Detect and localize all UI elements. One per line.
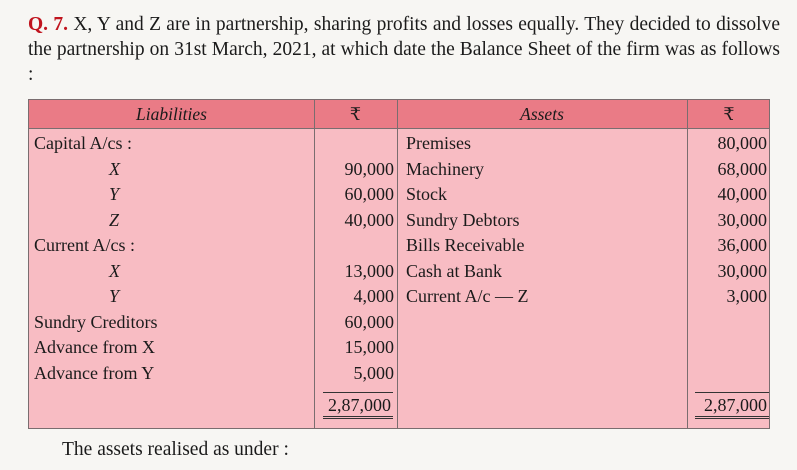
liability-label: Capital A/cs : (34, 133, 132, 153)
assets-total: 2,87,000 (695, 392, 769, 419)
liability-amount: 13,000 (344, 260, 394, 281)
question-body: X, Y and Z are in partnership, sharing profits and losses equally. They decided to dissolve the partnership on 31st March, 2021, at which date the Balance Sheet of the firm was as follows : (28, 14, 780, 85)
liability-amount: 40,000 (344, 209, 394, 230)
asset-label: Bills Receivable (406, 235, 525, 255)
asset-amount: 30,000 (717, 209, 767, 230)
question-text (28, 12, 780, 87)
liability-label: Advance from X (34, 337, 155, 357)
footer-text: The assets realised as under : (62, 439, 289, 460)
asset-amount: 68,000 (717, 158, 767, 179)
liability-label: Y (109, 184, 120, 204)
liability-amount: 5,000 (353, 362, 394, 383)
header-assets-rupee: ₹ (723, 104, 735, 124)
header-liabilities-rupee: ₹ (349, 104, 362, 124)
asset-label: Sundry Debtors (406, 209, 520, 230)
asset-amount: 80,000 (717, 133, 767, 153)
question-number: Q. 7. (28, 14, 68, 35)
liability-amount: 60,000 (344, 184, 394, 204)
balance-sheet-table (28, 99, 770, 429)
liability-label: X (109, 260, 120, 281)
liability-label: Z (109, 209, 120, 230)
liability-label: X (109, 158, 120, 179)
liability-amount: 60,000 (344, 311, 394, 332)
liability-amount: 15,000 (344, 337, 394, 357)
asset-amount: 3,000 (726, 286, 767, 306)
asset-label: Current A/c — Z (406, 286, 529, 306)
liability-label: Current A/cs : (34, 235, 135, 255)
liabilities-total: 2,87,000 (323, 392, 393, 419)
liability-amount: 4,000 (353, 286, 394, 306)
liability-label: Sundry Creditors (34, 311, 158, 332)
header-assets: Assets (520, 104, 564, 124)
liability-label: Advance from Y (34, 362, 155, 383)
asset-label: Machinery (406, 158, 484, 179)
liability-label: Y (109, 286, 120, 306)
asset-label: Premises (406, 133, 471, 153)
asset-amount: 30,000 (717, 260, 767, 281)
asset-label: Stock (406, 184, 448, 204)
table-header (29, 100, 769, 129)
liability-amount: 90,000 (344, 158, 394, 179)
header-liabilities: Liabilities (136, 104, 207, 124)
asset-amount: 40,000 (717, 184, 767, 204)
asset-amount: 36,000 (717, 235, 767, 255)
column-divider (397, 100, 398, 428)
asset-label: Cash at Bank (406, 260, 502, 281)
